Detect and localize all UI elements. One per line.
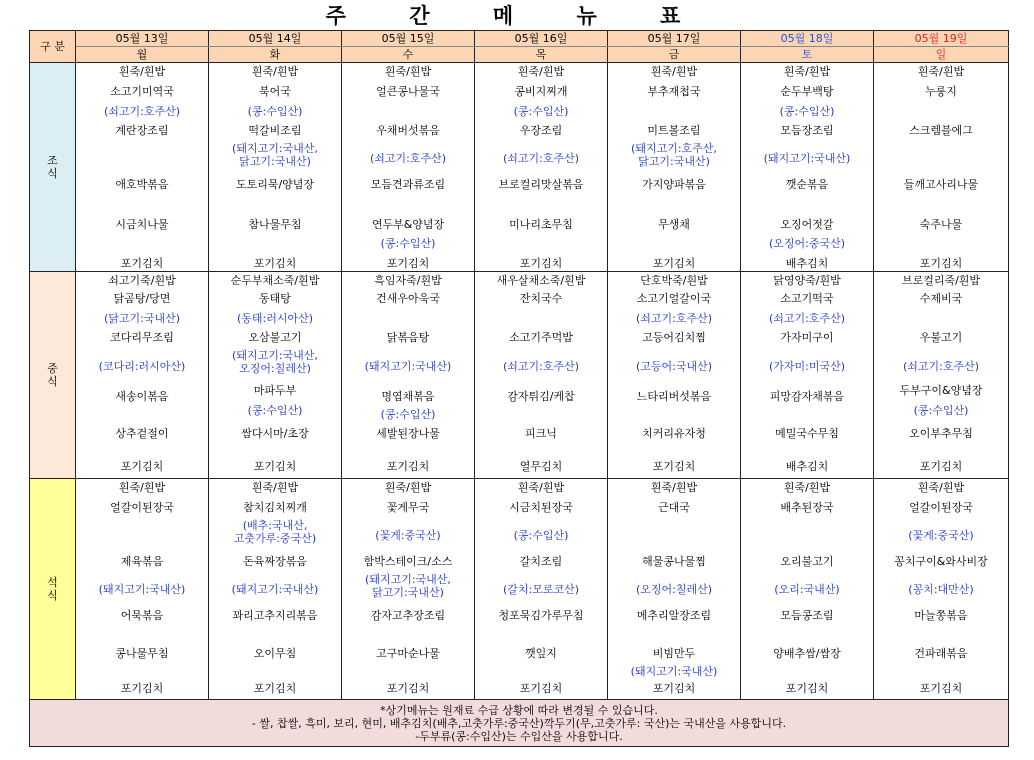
menu-item: 가지양파볶음 xyxy=(642,178,706,191)
menu-item: 흰죽/흰밥 xyxy=(118,65,166,78)
menu-item: 무생채 xyxy=(658,218,690,231)
breakfast-day-cell xyxy=(608,63,741,272)
origin-note: (오징어:칠레산) xyxy=(635,583,713,596)
menu-item: 포기김치 xyxy=(919,257,963,270)
menu-item: 시금치된장국 xyxy=(509,501,573,514)
menu-item: 쇠고기죽/흰밥 xyxy=(108,274,176,287)
menu-item: 오삼불고기 xyxy=(248,331,302,344)
menu-item: 돈육짜장볶음 xyxy=(243,555,307,568)
notice-line: -두부류(콩:수입산)는 수입산을 사용합니다. xyxy=(415,729,623,743)
menu-item: 떡갈비조림 xyxy=(248,124,302,137)
menu-item: 참치김치찌개 xyxy=(243,501,307,514)
header-date-row xyxy=(30,31,1009,47)
menu-item: 순두부채소죽/흰밥 xyxy=(230,274,320,287)
menu-item: 깻순볶음 xyxy=(785,178,829,191)
origin-note: (오리:국내산) xyxy=(774,583,840,596)
menu-item: 포기김치 xyxy=(919,460,963,473)
menu-item: 포기김치 xyxy=(519,257,563,270)
menu-item: 흰죽/흰밥 xyxy=(517,481,565,494)
menu-item: 흰죽/흰밥 xyxy=(917,481,965,494)
menu-item: 메추리알장조림 xyxy=(636,609,712,622)
origin-note: (쇠고기:호주산) xyxy=(502,152,580,165)
breakfast-day-cell xyxy=(741,63,874,272)
menu-item: 함박스테이크/소스 xyxy=(363,555,453,568)
menu-item: 오징어젓갈 xyxy=(780,218,834,231)
origin-note: (쇠고기:호주산) xyxy=(369,152,447,165)
origin-note: (돼지고기:국내산) xyxy=(763,152,851,165)
origin-note: (가자미:미국산) xyxy=(768,360,846,373)
dinner-day-cell xyxy=(76,479,209,700)
origin-note: (꽃게:중국산) xyxy=(375,529,441,542)
menu-item: 배추김치 xyxy=(785,257,829,270)
menu-item: 동태탕 xyxy=(259,292,291,305)
origin-note: (갈치:모로코산) xyxy=(502,583,580,596)
menu-item: 우불고기 xyxy=(919,331,963,344)
day-date: 05월 13일 xyxy=(76,31,209,47)
menu-item: 배추된장국 xyxy=(780,501,834,514)
origin-note: (쇠고기:호주산) xyxy=(635,312,713,325)
origin-note: (콩:수입산) xyxy=(513,105,569,118)
breakfast-day-cell xyxy=(209,63,342,272)
menu-item: 마늘쫑볶음 xyxy=(914,609,968,622)
origin-note: (콩:수입산) xyxy=(247,404,303,417)
menu-item: 오이무침 xyxy=(253,647,297,660)
origin-note: (돼지고기:국내산, 닭고기:국내산) xyxy=(365,573,451,599)
menu-item: 어묵볶음 xyxy=(120,609,164,622)
origin-note: (동태:러시아산) xyxy=(236,312,314,325)
day-weekday: 화 xyxy=(209,47,342,63)
day-weekday: 토 xyxy=(741,47,874,63)
breakfast-day-cell xyxy=(342,63,475,272)
menu-item: 오이부추무침 xyxy=(909,427,973,440)
menu-item: 새우살채소죽/흰밥 xyxy=(496,274,586,287)
origin-note: (돼지고기:호주산, 닭고기:국내산) xyxy=(631,142,717,168)
breakfast-row xyxy=(30,63,1009,272)
menu-item: 꽃게무국 xyxy=(386,501,430,514)
dinner-day-cell xyxy=(741,479,874,700)
menu-item: 포기김치 xyxy=(919,682,963,695)
origin-note: (닭고기:국내산) xyxy=(103,312,181,325)
weekly-menu-table xyxy=(29,30,1009,747)
day-weekday: 수 xyxy=(342,47,475,63)
lunch-day-cell xyxy=(475,272,608,479)
dinner-day-cell xyxy=(475,479,608,700)
menu-item: 마파두부 xyxy=(253,384,297,397)
origin-note: (배추:국내산, 고춧가루:중국산) xyxy=(233,519,317,545)
menu-item: 소고기주먹밥 xyxy=(509,331,573,344)
origin-note: (콩:수입산) xyxy=(380,408,436,421)
menu-item: 명엽채볶음 xyxy=(381,390,435,403)
origin-note: (쇠고기:호주산) xyxy=(768,312,846,325)
menu-item: 닭영양죽/흰밥 xyxy=(773,274,841,287)
menu-item: 세발된장나물 xyxy=(376,427,440,440)
menu-item: 모듬콩조림 xyxy=(780,609,834,622)
menu-item: 포기김치 xyxy=(253,682,297,695)
origin-note: (쇠고기:호주산) xyxy=(502,360,580,373)
day-date: 05월 16일 xyxy=(475,31,608,47)
lunch-row xyxy=(30,272,1009,479)
menu-item: 북어국 xyxy=(259,85,291,98)
menu-item: 피망감자채볶음 xyxy=(769,390,845,403)
menu-item: 메밀국수무침 xyxy=(775,427,839,440)
origin-note: (꽁치:대만산) xyxy=(908,583,974,596)
menu-item: 흰죽/흰밥 xyxy=(384,481,432,494)
lunch-label: 중 식 xyxy=(30,272,76,479)
menu-item: 포기김치 xyxy=(386,682,430,695)
lunch-day-cell xyxy=(76,272,209,479)
menu-item: 도토리묵/양념장 xyxy=(235,178,315,191)
menu-item: 피크닉 xyxy=(525,427,557,440)
menu-item: 감자튀김/케찹 xyxy=(507,390,575,403)
menu-item: 청포묵김가루무침 xyxy=(498,609,584,622)
menu-item: 상추겉절이 xyxy=(115,427,169,440)
day-date: 05월 17일 xyxy=(608,31,741,47)
day-date: 05월 18일 xyxy=(741,31,874,47)
origin-note: (쇠고기:호주산) xyxy=(103,105,181,118)
menu-item: 수제비국 xyxy=(919,292,963,305)
menu-item: 흰죽/흰밥 xyxy=(650,481,698,494)
menu-item: 스크렘블에그 xyxy=(909,124,973,137)
day-weekday: 월 xyxy=(76,47,209,63)
breakfast-day-cell xyxy=(874,63,1009,272)
menu-item: 새송이볶음 xyxy=(115,390,169,403)
menu-item: 양배추쌈/쌈장 xyxy=(773,647,841,660)
menu-item: 포기김치 xyxy=(120,460,164,473)
menu-item: 브로컬리맛살볶음 xyxy=(498,178,584,191)
menu-item: 꽁치구이&와사비장 xyxy=(894,555,988,568)
dinner-label: 석 식 xyxy=(30,479,76,700)
origin-note: (콩:수입산) xyxy=(380,237,436,250)
menu-item: 제육볶음 xyxy=(120,555,164,568)
menu-item: 두부구이&양념장 xyxy=(899,384,983,397)
origin-note: (돼지고기:국내산, 오징어:칠레산) xyxy=(232,349,318,375)
menu-item: 흰죽/흰밥 xyxy=(650,65,698,78)
day-date: 05월 15일 xyxy=(342,31,475,47)
menu-item: 포기김치 xyxy=(386,460,430,473)
menu-item: 건파래볶음 xyxy=(914,647,968,660)
origin-note: (콩:수입산) xyxy=(513,529,569,542)
menu-item: 코다리무조림 xyxy=(110,331,174,344)
menu-item: 숙주나물 xyxy=(919,218,963,231)
menu-item: 해물콩나물찜 xyxy=(642,555,706,568)
menu-item: 얼갈이된장국 xyxy=(110,501,174,514)
menu-item: 우채버섯볶음 xyxy=(376,124,440,137)
menu-item: 모듬장조림 xyxy=(780,124,834,137)
menu-item: 콩나물무침 xyxy=(115,647,169,660)
lunch-day-cell xyxy=(608,272,741,479)
menu-item: 포기김치 xyxy=(652,682,696,695)
notice-line: - 쌀, 찹쌀, 흑미, 보리, 현미, 배추김치(배추,고춧가루:중국산)깍두기(무,고춧가루: 국산)는 국내산을 사용합니다. xyxy=(251,716,787,730)
menu-item: 단호박죽/흰밥 xyxy=(640,274,708,287)
menu-item: 미트볼조림 xyxy=(647,124,701,137)
menu-item: 흰죽/흰밥 xyxy=(917,65,965,78)
menu-item: 고구마순나물 xyxy=(376,647,440,660)
lunch-day-cell xyxy=(342,272,475,479)
origin-note: (돼지고기:국내산, 닭고기:국내산) xyxy=(232,142,318,168)
menu-item: 흰죽/흰밥 xyxy=(517,65,565,78)
origin-note: (꽃게:중국산) xyxy=(908,529,974,542)
notes-row xyxy=(30,700,1009,747)
menu-item: 포기김치 xyxy=(253,257,297,270)
menu-item: 애호박볶음 xyxy=(115,178,169,191)
dinner-day-cell xyxy=(608,479,741,700)
origin-note: (돼지고기:국내산) xyxy=(98,583,186,596)
menu-table-body xyxy=(30,31,1009,747)
menu-item: 브로컬리죽/흰밥 xyxy=(901,274,981,287)
lunch-day-cell xyxy=(874,272,1009,479)
menu-item: 포기김치 xyxy=(785,682,829,695)
menu-item: 순두부백탕 xyxy=(780,85,834,98)
menu-item: 들깨고사리나물 xyxy=(903,178,979,191)
notice-line: *상기메뉴는 원재료 수급 상황에 따라 변경될 수 있습니다. xyxy=(380,703,658,717)
menu-item: 가자미구이 xyxy=(780,331,834,344)
menu-item: 고등어김치찜 xyxy=(642,331,706,344)
menu-item: 갈치조림 xyxy=(519,555,563,568)
menu-item: 부추재첩국 xyxy=(647,85,701,98)
breakfast-day-cell xyxy=(76,63,209,272)
dinner-row xyxy=(30,479,1009,700)
day-weekday: 목 xyxy=(475,47,608,63)
menu-item: 포기김치 xyxy=(386,257,430,270)
day-date: 05월 19일 xyxy=(874,31,1009,47)
menu-item: 흑임자죽/흰밥 xyxy=(374,274,442,287)
menu-item: 흰죽/흰밥 xyxy=(783,65,831,78)
menu-item: 포기김치 xyxy=(652,460,696,473)
origin-note: (콩:수입산) xyxy=(247,105,303,118)
lunch-day-cell xyxy=(741,272,874,479)
menu-item: 소고기미역국 xyxy=(110,85,174,98)
menu-item: 포기김치 xyxy=(253,460,297,473)
menu-item: 포기김치 xyxy=(120,257,164,270)
header-weekday-row xyxy=(30,47,1009,63)
origin-note: (콩:수입산) xyxy=(913,404,969,417)
origin-note: (쇠고기:호주산) xyxy=(902,360,980,373)
menu-item: 모듬견과류조림 xyxy=(370,178,446,191)
menu-item: 포기김치 xyxy=(652,257,696,270)
notes-cell xyxy=(30,700,1009,747)
menu-item: 치커리유자청 xyxy=(642,427,706,440)
dinner-day-cell xyxy=(209,479,342,700)
origin-note: (코다리:러시아산) xyxy=(98,360,186,373)
menu-item: 흰죽/흰밥 xyxy=(783,481,831,494)
menu-item: 누룽지 xyxy=(925,85,957,98)
menu-item: 소고기떡국 xyxy=(780,292,834,305)
menu-item: 포기김치 xyxy=(519,682,563,695)
day-date: 05월 14일 xyxy=(209,31,342,47)
menu-item: 잔치국수 xyxy=(519,292,563,305)
breakfast-day-cell xyxy=(475,63,608,272)
origin-note: (돼지고기:국내산) xyxy=(364,360,452,373)
origin-note: (고등어:국내산) xyxy=(635,360,713,373)
origin-note: (돼지고기:국내산) xyxy=(231,583,319,596)
origin-note: (돼지고기:국내산) xyxy=(630,665,718,678)
page-title: 주 간 메 뉴 표 xyxy=(325,4,709,28)
day-weekday: 일 xyxy=(874,47,1009,63)
menu-item: 참나물무침 xyxy=(248,218,302,231)
menu-item: 흰죽/흰밥 xyxy=(251,65,299,78)
menu-item: 느타리버섯볶음 xyxy=(636,390,712,403)
menu-item: 근대국 xyxy=(658,501,690,514)
menu-item: 연두부&양념장 xyxy=(371,218,445,231)
origin-note: (오징어:중국산) xyxy=(768,237,846,250)
menu-item: 닭볶음탕 xyxy=(386,331,430,344)
menu-item: 흰죽/흰밥 xyxy=(384,65,432,78)
menu-item: 콩비지찌개 xyxy=(514,85,568,98)
menu-item: 꽈리고추지리볶음 xyxy=(232,609,318,622)
menu-item: 감자고추장조림 xyxy=(370,609,446,622)
header-category-label: 구 분 xyxy=(30,31,76,63)
menu-item: 쌈다시마/초장 xyxy=(241,427,309,440)
menu-item: 포기김치 xyxy=(120,682,164,695)
menu-item: 건새우아욱국 xyxy=(376,292,440,305)
dinner-day-cell xyxy=(342,479,475,700)
menu-item: 비빔만두 xyxy=(652,647,696,660)
menu-item: 열무김치 xyxy=(519,460,563,473)
menu-item: 오리불고기 xyxy=(780,555,834,568)
menu-item: 시금치나물 xyxy=(115,218,169,231)
menu-item: 배추김치 xyxy=(785,460,829,473)
menu-item: 흰죽/흰밥 xyxy=(118,481,166,494)
menu-item: 얼큰콩나물국 xyxy=(376,85,440,98)
day-weekday: 금 xyxy=(608,47,741,63)
breakfast-label: 조 식 xyxy=(30,63,76,272)
menu-item: 흰죽/흰밥 xyxy=(251,481,299,494)
menu-item: 소고기얼갈이국 xyxy=(636,292,712,305)
dinner-day-cell xyxy=(874,479,1009,700)
lunch-day-cell xyxy=(209,272,342,479)
origin-note: (콩:수입산) xyxy=(779,105,835,118)
menu-item: 얼갈이된장국 xyxy=(909,501,973,514)
menu-item: 우장조림 xyxy=(519,124,563,137)
menu-item: 계란장조림 xyxy=(115,124,169,137)
menu-item: 미나리초무침 xyxy=(509,218,573,231)
menu-item: 닭곰탕/당면 xyxy=(113,292,171,305)
menu-item: 깻잎지 xyxy=(525,647,557,660)
